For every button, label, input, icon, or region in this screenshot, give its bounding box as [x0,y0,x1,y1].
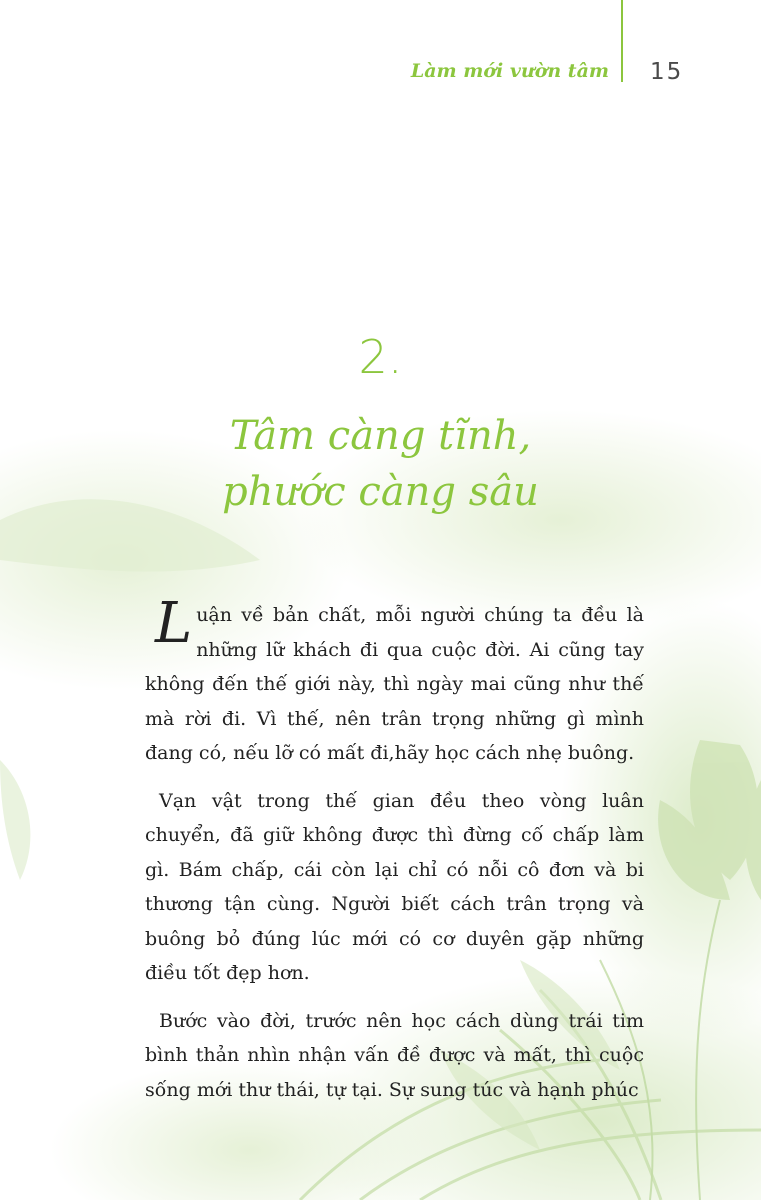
paragraph-2: Vạn vật trong thế gian đều theo vòng luân chuyển, đã giữ không được thì đừng cố chấp làm gì. Bám chấp, cái còn lại chỉ có nỗi cô đơn và bi thương tận cùng. Người biết cách trân trọng và buông bỏ đúng lúc mới có cơ duyên gặp những điều tốt đẹp hơn. [145,789,644,984]
drop-cap: L [155,591,193,656]
running-header [0,0,761,100]
running-header-title: Làm mới vườn tâm [410,60,609,82]
paragraph-1 [145,591,644,771]
chapter-title-line-2: phước càng sâu [222,469,539,515]
page-number: 15 [650,59,684,85]
header-divider [621,0,623,82]
body-text [145,591,644,1120]
chapter-title-line-1: Tâm càng tĩnh, [229,413,532,459]
paragraph-3: Bước vào đời, trước nên học cách dùng trái tim bình thản nhìn nhận vấn đề được và mất, thì cuộc sống mới thư thái, tự tại. Sự sung túc và hạnh phúc [145,1009,644,1101]
paragraph-1-text: uận về bản chất, mỗi người chúng ta đều là những lữ khách đi qua cuộc đời. Ai cũng tay không đến thế giới này, thì ngày mai cũng như thế mà rời đi. Vì thế, nên trân trọng những gì mình đang có, nếu lỡ có mất đi,hãy học cách nhẹ buông. [145,604,644,764]
chapter-number: 2. [358,330,403,384]
chapter-title [0,408,761,520]
